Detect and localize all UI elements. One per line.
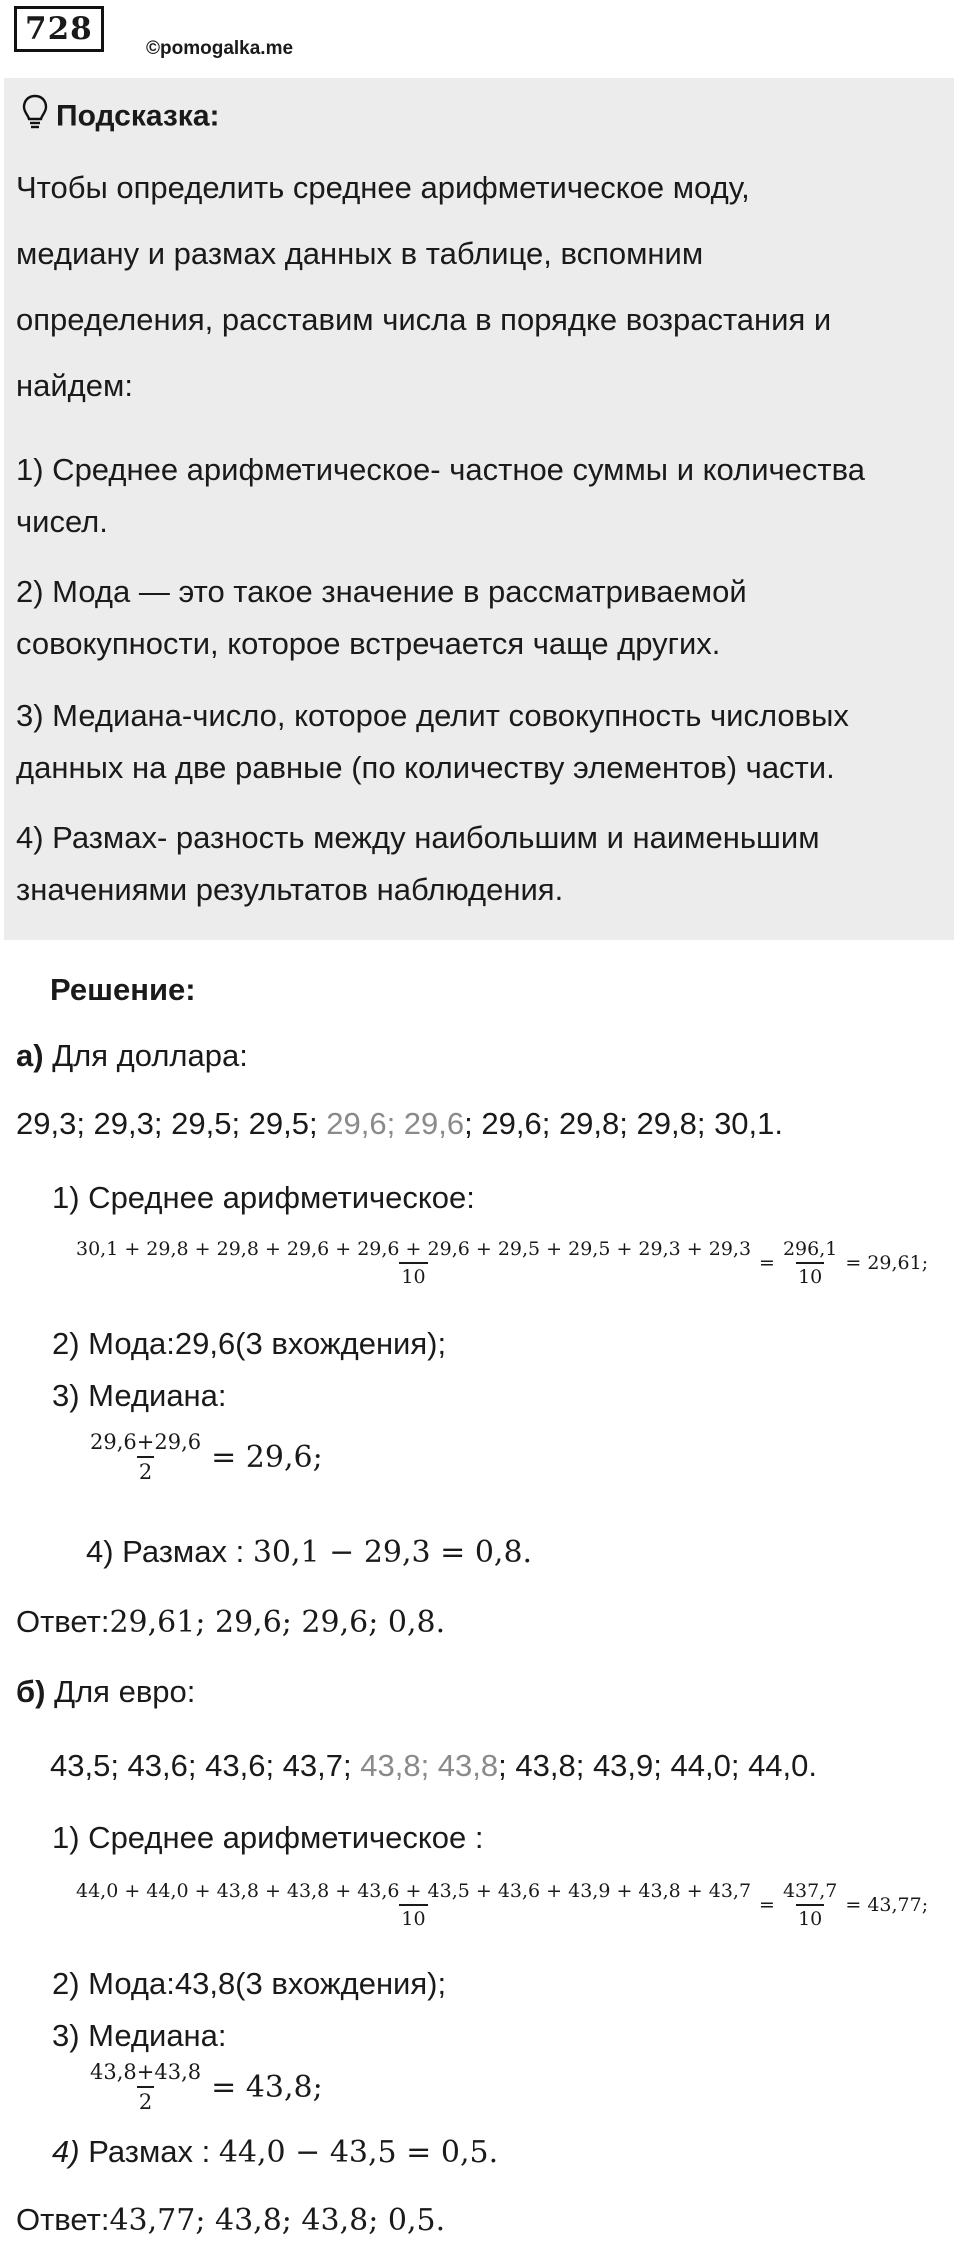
part-b-mean-label: 1) Среднее арифметическое :: [52, 1820, 484, 1855]
hint-item-3b: данных на две равные (по количеству элементов) части.: [16, 750, 835, 785]
highlight-values: 43,8; 43,8: [360, 1748, 499, 1783]
hint-intro-3: определения, расставим числа в порядке возрастания и: [16, 302, 832, 337]
hint-item-1b: чисел.: [16, 504, 108, 539]
site-watermark: ©pomogalka.me: [146, 38, 294, 59]
part-a-answer: Ответ:29,61; 29,6; 29,6; 0,8.: [16, 1604, 446, 1640]
part-b-median-formula: $\frac{43,8+43,8}{2}$ = 43,8;: [90, 2060, 323, 2114]
part-b-sequence: 43,5; 43,6; 43,6; 43,7; 43,8; 43,8; 43,8; 43,9; 44,0; 44,0.: [50, 1748, 818, 1783]
mean-fraction-2: $\frac{296,1}{10}$: [782, 1238, 838, 1288]
task-number: 728: [14, 6, 104, 52]
hint-item-4a: 4) Размах- разность между наибольшим и наименьшим: [16, 820, 820, 855]
part-b-mode: 2) Мода:43,8(3 вхождения);: [52, 1966, 447, 2001]
median-fraction: $\frac{29,6+29,6}{2}$: [90, 1430, 202, 1484]
part-a-mode: 2) Мода:29,6(3 вхождения);: [52, 1326, 447, 1361]
hint-title-row: [22, 94, 220, 134]
hint-item-2a: 2) Мода — это такое значение в рассматриваемой: [16, 574, 747, 609]
part-b-heading: б) Для евро:: [16, 1674, 196, 1709]
part-b-answer: Ответ:43,77; 43,8; 43,8; 0,5.: [16, 2202, 446, 2238]
solution-title: Решение:: [50, 972, 196, 1007]
part-b-mean-formula: 44,0 + 44,0 + 43,8 + 43,8 + 43,6 + 43,5 + 43,6 + 43,9 + 43,8 + 43,7 10 = $\frac{437,7}{10}$ = 43,77;: [76, 1880, 929, 1930]
hint-item-2b: совокупности, которое встречается чаще других.: [16, 626, 721, 661]
part-a-heading: а) Для доллара:: [16, 1038, 248, 1073]
part-a-sequence: 29,3; 29,3; 29,5; 29,5; 29,6; 29,6; 29,6; 29,8; 29,8; 30,1.: [16, 1106, 784, 1141]
mean-fraction-2: $\frac{437,7}{10}$: [782, 1880, 838, 1930]
part-a-range: 4) Размах : 30,1 − 29,3 = 0,8.: [86, 1534, 533, 1570]
highlight-values: 29,6; 29,6: [326, 1106, 465, 1141]
part-a-mean-label: 1) Среднее арифметическое:: [52, 1180, 475, 1215]
part-a-median-formula: $\frac{29,6+29,6}{2}$ = 29,6;: [90, 1430, 323, 1484]
lightbulb-icon: [22, 94, 48, 141]
hint-title: Подсказка:: [56, 99, 220, 133]
mean-fraction: 44,0 + 44,0 + 43,8 + 43,8 + 43,6 + 43,5 + 43,6 + 43,9 + 43,8 + 43,7 10: [76, 1880, 752, 1930]
part-a-median-label: 3) Медиана:: [52, 1378, 227, 1413]
part-b-range: 4) Размах : 44,0 − 43,5 = 0,5.: [52, 2134, 499, 2170]
hint-intro-2: медиану и размах данных в таблице, вспомним: [16, 236, 704, 271]
hint-item-4b: значениями результатов наблюдения.: [16, 872, 564, 907]
hint-intro-1: Чтобы определить среднее арифметическое моду,: [16, 170, 750, 205]
hint-item-3a: 3) Медиана-число, которое делит совокупность числовых: [16, 698, 849, 733]
hint-box: [4, 78, 954, 940]
median-fraction: $\frac{43,8+43,8}{2}$: [90, 2060, 202, 2114]
mean-fraction: 30,1 + 29,8 + 29,8 + 29,6 + 29,6 + 29,6 + 29,5 + 29,5 + 29,3 + 29,3 10: [76, 1238, 752, 1288]
part-a-mean-formula: 30,1 + 29,8 + 29,8 + 29,6 + 29,6 + 29,6 + 29,5 + 29,5 + 29,3 + 29,3 10 = $\frac{296,1}{10}$ = 29,61;: [76, 1238, 929, 1288]
part-b-median-label: 3) Медиана:: [52, 2018, 227, 2053]
hint-item-1a: 1) Среднее арифметическое- частное суммы и количества: [16, 452, 865, 487]
hint-intro-4: найдем:: [16, 368, 133, 403]
